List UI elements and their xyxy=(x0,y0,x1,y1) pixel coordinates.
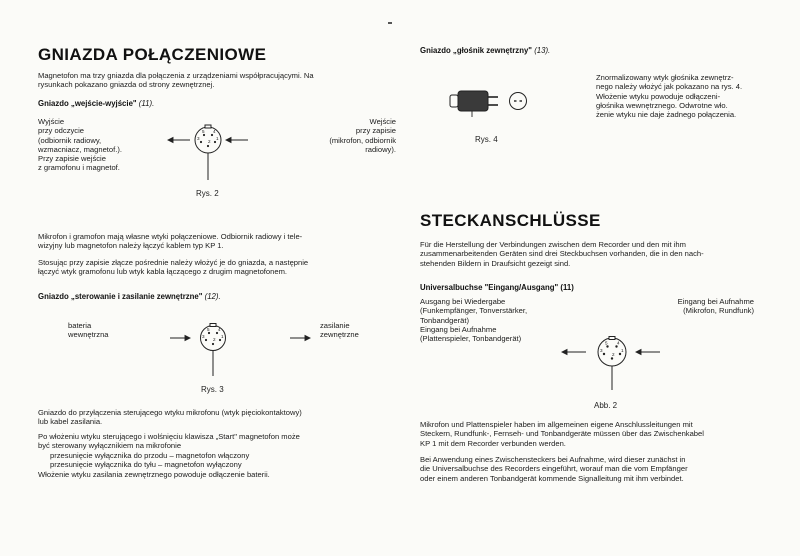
abb2-socket-diagram xyxy=(560,330,670,395)
section-input-output-heading: Gniazdo „wejście-wyjście" (11). xyxy=(38,99,155,108)
pin-label: 1 xyxy=(216,136,219,141)
pin-label: 1 xyxy=(221,334,224,339)
section-universal-socket-heading: Universalbuchse "Eingang/Ausgang" (11) xyxy=(420,283,574,292)
pin-label: 2 xyxy=(213,337,216,342)
pin-label: 3 xyxy=(197,136,200,141)
left-paragraph-5: Włożenie wtyku zasilania zewnętrznego powoduje odłączenie baterii. xyxy=(38,470,270,479)
pin-label: 2 xyxy=(612,352,615,357)
fig3-left-label: bateria wewnętrzna xyxy=(68,321,109,340)
left-paragraph-1: Mikrofon i gramofon mają własne wtyki połączeniowe. Odbiornik radiowy i tele- wizyjny lub magnetofon należy łączyć kablem typ KP 1. xyxy=(38,232,303,251)
pin-label: 3 xyxy=(202,334,205,339)
section-external-speaker-heading: Gniazdo „głośnik zewnętrzny" (13). xyxy=(420,46,551,55)
speaker-socket xyxy=(510,93,527,110)
arrow-right xyxy=(636,350,660,355)
right-intro: Für die Herstellung der Verbindungen zwischen dem Recorder und den mit ihm zusammenarbeitenden Geräten sind drei Steckbuchsen vorhanden, die in den nach- stehenden Bildern in Draufsicht gezeigt sind. xyxy=(420,240,704,268)
fig2-caption: Rys. 2 xyxy=(196,189,219,198)
din-socket xyxy=(195,125,221,180)
speaker-description: Znormalizowany wtyk głośnika zewnętrz- nego należy włożyć jak pokazano na rys. 4. Włożenie wtyku powoduje odłączeni- głośnika wewnętrznego. Odwrotne wło. żenie wtyku nie daje żadnego połączenia. xyxy=(596,73,743,119)
section-control-power-heading: Gniazdo „sterowanie i zasilanie zewnętrzne" (12). xyxy=(38,292,221,301)
pin-label: 4 xyxy=(218,327,221,332)
pin-label: 5 xyxy=(202,129,205,134)
arrow-left xyxy=(170,336,190,341)
right-paragraph-2: Bei Anwendung eines Zwischensteckers bei Aufnahme, wird dieser zunächst in die Universalbuchse des Recorders eingeführt, worauf man die vom Empfänger oder einem anderen Tonbandgerät kommende Signalleitung mit ihm verbindet. xyxy=(420,455,688,483)
left-paragraph-4: Po włożeniu wtyku sterującego i wolśnięciu klawisza „Start" magnetofon może być sterowany wyłącznikiem na mikrofonie xyxy=(38,432,300,451)
pin-label: 5 xyxy=(605,340,608,346)
speaker-plug xyxy=(450,91,498,117)
pin-label: 2 xyxy=(208,139,211,144)
pin-label: 3 xyxy=(600,348,603,353)
abb2-right-label: Eingang bei Aufnahme (Mikrofon, Rundfunk) xyxy=(677,297,754,316)
abb2-caption: Abb. 2 xyxy=(594,401,618,410)
left-paragraph-2: Stosując przy zapisie złącze pośrednie należy włożyć je do gniazda, a następnie łączyć wtyk gramofonu lub wtyk kabla łączącego z drugim magnetofonem. xyxy=(38,258,309,277)
left-intro: Magnetofon ma trzy gniazda dla połączenia z urządzeniami współpracującymi. Na rysunkach pokazano gniazda od strony zewnętrznej. xyxy=(38,71,314,90)
pin-label: 4 xyxy=(617,340,620,346)
arrow-left xyxy=(562,350,586,355)
fig4-caption: Rys. 4 xyxy=(475,135,498,144)
fig2-right-label: Wejście przy zapisie (mikrofon, odbiornik radiowy). xyxy=(329,117,396,154)
left-title: GNIAZDA POŁĄCZENIOWE xyxy=(38,45,267,64)
right-title: STECKANSCHLÜSSE xyxy=(420,211,601,230)
din-socket xyxy=(201,324,226,377)
fig4-speaker-plug-diagram xyxy=(446,80,536,120)
right-paragraph-1: Mikrofon und Plattenspieler haben im allgemeinen eigene Anschlussleitungen mit Steckern, Rundfunk-, Fernseh- und Tonbandgeräte müssen über das Zwischenkabel KP 1 mit dem Recorder verbunden werden. xyxy=(420,420,704,448)
left-paragraph-3: Gniazdo do przyłączenia sterującego wtyku mikrofonu (wtyk pięciokontaktowy) lub kabel zasilania. xyxy=(38,408,302,427)
scan-speck xyxy=(388,22,392,24)
fig3-caption: Rys. 3 xyxy=(201,385,224,394)
left-paragraph-4-switch-positions: przesunięcie wyłącznika do przodu – magnetofon włączony przesunięcie wyłącznika do tyłu – magnetofon wyłączony xyxy=(50,451,250,470)
arrow-left xyxy=(168,138,190,143)
din-socket xyxy=(598,337,626,391)
pin-label: 4 xyxy=(213,129,216,134)
arrow-right xyxy=(290,336,310,341)
arrow-right xyxy=(226,138,248,143)
fig2-left-label: Wyjście przy odczycie (odbiornik radiowy, wzmacniacz, magnetof.). Przy zapisie wejście z gramofonu i magnetof. xyxy=(38,117,122,173)
fig2-socket-diagram xyxy=(150,118,270,188)
pin-label: 1 xyxy=(621,348,624,353)
fig3-socket-diagram xyxy=(150,316,330,386)
fig3-right-label: zasilanie zewnętrzne xyxy=(320,321,359,340)
pin-label: 5 xyxy=(207,327,210,332)
abb2-left-label: Ausgang bei Wiedergabe (Funkempfänger, Tonverstärker, Tonbandgerät) Eingang bei Aufnahme (Plattenspieler, Tonbandgerät) xyxy=(420,297,528,343)
